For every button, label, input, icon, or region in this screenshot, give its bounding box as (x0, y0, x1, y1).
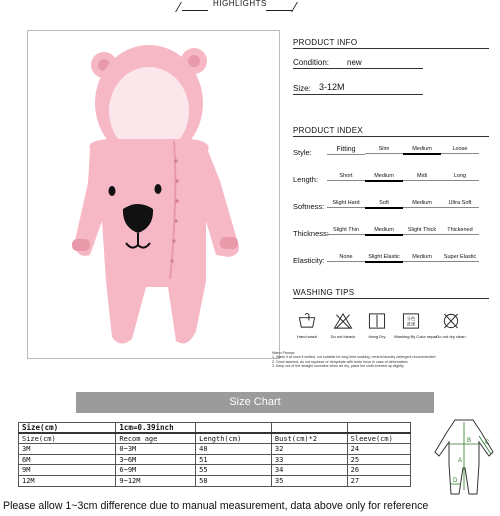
size-chart-title: Size Chart (76, 392, 434, 413)
index-row-label: Thickness: (293, 229, 329, 238)
index-option: Ultra Soft (441, 200, 479, 208)
table-cell: Sleeve(cm) (347, 433, 410, 444)
diagram-label-c: C (485, 440, 490, 446)
diagram-label-d: D (453, 478, 458, 484)
table-cell: 25 (347, 454, 410, 465)
index-option: Super Elastic (441, 254, 479, 262)
table-cell: 6M (19, 454, 116, 465)
table-cell: 24 (347, 444, 410, 455)
product-info-rule (293, 48, 489, 49)
no-bleach-icon (333, 312, 353, 330)
size-label: Size: (293, 84, 311, 93)
table-cell: 3~6M (116, 454, 196, 465)
index-option: Loose (441, 146, 479, 154)
wash-caption: Do not dry clean (436, 334, 466, 339)
index-option: Short (327, 173, 365, 181)
warm-prompt-line: 1. Wash it at once if wetted, not suitable for long time soaking, neutral laundry detergent recommended (272, 355, 436, 360)
index-option-selected: Medium (365, 227, 403, 236)
index-option: Fitting (327, 146, 365, 155)
index-option-selected: Slight Elastic (365, 254, 403, 263)
footer-note: Please allow 1~3cm difference due to manual measurement, data above only for reference (3, 500, 429, 512)
index-option: None (327, 254, 365, 262)
index-row-label: Style: (293, 148, 312, 157)
table-cell: 9M (19, 465, 116, 476)
index-option: Long (441, 173, 479, 181)
table-cell: 1cm=0.39inch (116, 423, 196, 434)
table-cell: 35 (271, 475, 347, 486)
index-option: Medium (403, 254, 441, 262)
table-cell: 12M (19, 475, 116, 486)
product-index-title: PRODUCT INDEX (293, 126, 363, 135)
table-cell: 9~12M (116, 475, 196, 486)
wash-caption: Hand wash (296, 334, 317, 339)
pink-bear-romper-image (28, 31, 280, 359)
table-cell: 34 (271, 465, 347, 476)
table-cell: 58 (196, 475, 272, 486)
table-cell (271, 423, 347, 434)
highlights-header (168, 0, 338, 16)
table-cell: 0~3M (116, 444, 196, 455)
table-cell: Size(cm) (19, 423, 116, 434)
diagram-label-b: B (467, 438, 472, 444)
table-cell: 32 (271, 444, 347, 455)
wash-caption: Hang Dry (368, 334, 386, 339)
wash-caption: Do not bleach (330, 334, 356, 339)
header-left-line (182, 10, 208, 11)
romper-measurement-diagram (433, 416, 495, 498)
index-option: Medium (403, 200, 441, 208)
table-cell: 55 (196, 465, 272, 476)
table-cell: 3M (19, 444, 116, 455)
size-chart-table (18, 422, 411, 487)
index-row-label: Length: (293, 175, 319, 184)
index-row-label: Elasticity: (293, 256, 325, 265)
warm-prompt-title: Warm Prompt: (272, 351, 296, 355)
condition-underline (293, 68, 423, 69)
condition-value: new (347, 58, 362, 67)
warm-prompt-line: 3. Keep out of the straight sunshine when air dry, place the cloth evened up slightly (272, 364, 404, 369)
index-option: Slim (365, 146, 403, 154)
index-option: Slight Thin (327, 227, 365, 235)
condition-label: Condition: (293, 58, 330, 67)
table-row (19, 444, 411, 455)
header-title: HIGHLIGHTS (213, 0, 267, 8)
index-option: Thickened (441, 227, 479, 235)
index-option-selected: Medium (365, 173, 403, 182)
product-photo (27, 30, 280, 359)
warm-prompt (272, 351, 498, 369)
table-row (19, 465, 411, 476)
wash-color-text-2: 洗涤 (406, 322, 416, 328)
no-dry-clean-icon (441, 312, 461, 330)
table-cell: 26 (347, 465, 410, 476)
index-row-label: Softness: (293, 202, 325, 211)
size-underline (293, 94, 423, 95)
romper-body (74, 139, 239, 344)
wash-color-text-1: 分色 (406, 317, 416, 323)
table-cell: Size(cm) (19, 433, 116, 444)
table-cell: 48 (196, 444, 272, 455)
warm-prompt-line: 2. Once washed, do not squeeze or dehydrate with brute force in case of deformation (272, 359, 408, 364)
washing-by-color-icon (401, 312, 421, 330)
table-row (19, 475, 411, 486)
diagram-label-a: A (458, 458, 463, 464)
washing-tips-title: WASHING TIPS (293, 288, 355, 297)
index-option: Midi (403, 173, 441, 181)
product-index-rule (293, 136, 489, 137)
product-info-title: PRODUCT INFO (293, 38, 358, 47)
table-row (19, 423, 411, 434)
table-cell (347, 423, 410, 434)
left-eye (109, 186, 116, 196)
table-row (19, 454, 411, 465)
table-row (19, 433, 411, 444)
table-cell: Bust(cm)*2 (271, 433, 347, 444)
index-option-selected: Medium (403, 146, 441, 155)
table-cell: 6~9M (116, 465, 196, 476)
table-cell: Recom age (116, 433, 196, 444)
index-option: Slight Thick (403, 227, 441, 235)
table-cell: 51 (196, 454, 272, 465)
header-right-tick (291, 2, 303, 12)
index-option: Slight Hard (327, 200, 365, 208)
index-option-selected: Soft (365, 200, 403, 209)
table-cell: Length(cm) (196, 433, 272, 444)
wash-caption: Washing By Color separ (394, 334, 437, 339)
size-value: 3-12M (319, 82, 345, 92)
table-cell (196, 423, 272, 434)
header-right-line (266, 10, 292, 11)
right-eye (155, 184, 162, 194)
table-cell: 27 (347, 475, 410, 486)
washing-tips-rule (293, 298, 489, 299)
hang-dry-icon (367, 312, 387, 330)
hand-wash-icon (297, 312, 317, 330)
table-cell: 33 (271, 454, 347, 465)
